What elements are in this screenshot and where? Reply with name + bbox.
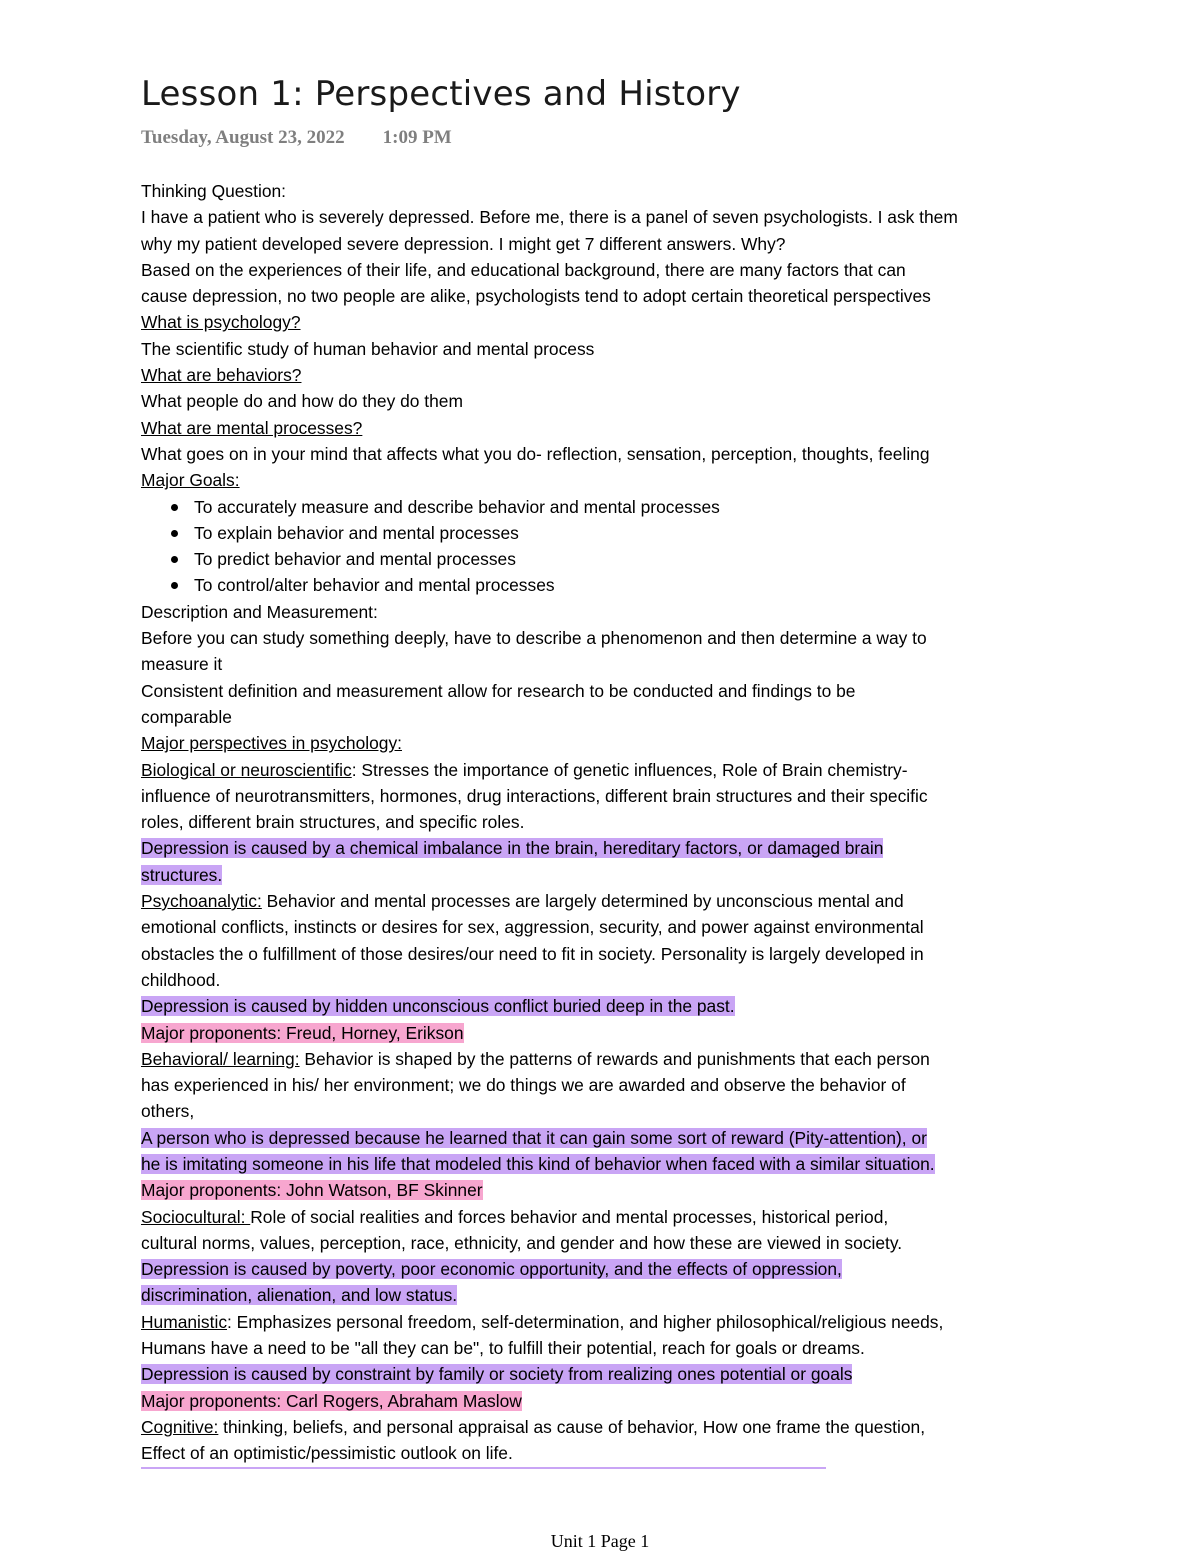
- behavioral-proponents: Major proponents: John Watson, BF Skinner: [141, 1180, 483, 1201]
- thinking-text-2: why my patient developed severe depression. I might get 7 different answers. Why?: [141, 233, 786, 254]
- note-body: [141, 178, 1071, 1467]
- biological-depression-1: Depression is caused by a chemical imbalance in the brain, hereditary factors, or damaged brain: [141, 838, 884, 859]
- psychoanalytic-text-2: emotional conflicts, instincts or desires for sex, aggression, security, and power against environmental: [141, 917, 924, 938]
- page-date: Tuesday, August 23, 2022: [141, 127, 345, 148]
- page-footer: Unit 1 Page 1: [550, 1531, 650, 1551]
- description-heading: Description and Measurement:: [141, 601, 378, 622]
- psychoanalytic-label: Psychoanalytic:: [141, 891, 262, 912]
- cognitive-text-2: Effect of an optimistic/pessimistic outlook on life.: [141, 1443, 513, 1464]
- list-item: To control/alter behavior and mental processes: [194, 572, 1071, 598]
- question-psychology: What is psychology?: [141, 312, 301, 333]
- thinking-heading: Thinking Question:: [141, 181, 287, 201]
- behavioral-text-2: has experienced in his/ her environment; we do things we are awarded and observe the behavior of: [141, 1075, 906, 1096]
- sociocultural-depression-1: Depression is caused by poverty, poor economic opportunity, and the effects of oppression,: [141, 1259, 842, 1280]
- psychoanalytic-proponents: Major proponents: Freud, Horney, Erikson: [141, 1022, 464, 1043]
- description-text-3: Consistent definition and measurement allow for research to be conducted and findings to be: [141, 680, 856, 701]
- answer-mental-processes: What goes on in your mind that affects what you do- reflection, sensation, perception, thoughts, feeling: [141, 443, 930, 464]
- page-title: Lesson 1: Perspectives and History: [141, 74, 741, 114]
- psychoanalytic-depression: Depression is caused by hidden unconscious conflict buried deep in the past.: [141, 996, 735, 1017]
- behavioral-depression-2: he is imitating someone in his life that modeled this kind of behavior when faced with a similar situation.: [141, 1153, 935, 1174]
- psychoanalytic-text-3: obstacles the o fulfillment of those desires/our need to fit in society. Personality is largely developed in: [141, 943, 924, 964]
- sociocultural-label: Sociocultural:: [141, 1206, 251, 1227]
- perspectives-heading: Major perspectives in psychology:: [141, 733, 402, 754]
- psychoanalytic-text-4: childhood.: [141, 969, 221, 990]
- humanistic-text-2: Humans have a need to be "all they can be", to fulfill their potential, reach for goals or dreams.: [141, 1338, 865, 1359]
- page-timestamp: [141, 127, 452, 149]
- goals-list: [141, 494, 1071, 599]
- behavioral-depression-1: A person who is depressed because he learned that it can gain some sort of reward (Pity-attention), or: [141, 1127, 927, 1148]
- humanistic-proponents: Major proponents: Carl Rogers, Abraham Maslow: [141, 1390, 522, 1411]
- description-text-1: Before you can study something deeply, have to describe a phenomenon and then determine a way to: [141, 628, 927, 649]
- list-item: To accurately measure and describe behavior and mental processes: [194, 494, 1071, 520]
- answer-behaviors: What people do and how do they do them: [141, 391, 463, 412]
- question-mental-processes: What are mental processes?: [141, 417, 363, 438]
- cognitive-label: Cognitive:: [141, 1416, 219, 1437]
- description-text-2: measure it: [141, 654, 223, 675]
- highlight-underline-rule: [141, 1467, 826, 1469]
- answer-text-1: Based on the experiences of their life, and educational background, there are many factors that can: [141, 259, 906, 280]
- description-text-4: comparable: [141, 706, 232, 727]
- biological-text-3: roles, different brain structures, and specific roles.: [141, 812, 525, 833]
- humanistic-label: Humanistic: [141, 1311, 228, 1332]
- goals-heading: Major Goals:: [141, 470, 240, 491]
- behavioral-text-1: Behavior is shaped by the patterns of rewards and punishments that each person: [299, 1048, 930, 1069]
- behavioral-text-3: others,: [141, 1101, 195, 1122]
- answer-psychology: The scientific study of human behavior and mental process: [141, 338, 595, 359]
- biological-depression-2: structures.: [141, 864, 223, 885]
- question-behaviors: What are behaviors?: [141, 365, 302, 386]
- humanistic-depression: Depression is caused by constraint by family or society from realizing ones potential or goals: [141, 1364, 853, 1385]
- sociocultural-text-1: Role of social realities and forces behavior and mental processes, historical period,: [250, 1206, 889, 1227]
- biological-text-1: : Stresses the importance of genetic influences, Role of Brain chemistry-: [351, 759, 908, 780]
- behavioral-label: Behavioral/ learning:: [141, 1048, 300, 1069]
- list-item: To explain behavior and mental processes: [194, 520, 1071, 546]
- list-item: To predict behavior and mental processes: [194, 546, 1071, 572]
- psychoanalytic-text-1: Behavior and mental processes are largely determined by unconscious mental and: [261, 891, 904, 912]
- biological-label: Biological or neuroscientific: [141, 759, 352, 780]
- page-time: 1:09 PM: [382, 127, 452, 148]
- answer-text-2: cause depression, no two people are alike, psychologists tend to adopt certain theoretical perspectives: [141, 286, 931, 307]
- biological-text-2: influence of neurotransmitters, hormones, drug interactions, different brain structures and their specific: [141, 785, 928, 806]
- sociocultural-depression-2: discrimination, alienation, and low status.: [141, 1285, 458, 1306]
- sociocultural-text-2: cultural norms, values, perception, race, ethnicity, and gender and how these are viewed in society.: [141, 1232, 903, 1253]
- humanistic-text-1: : Emphasizes personal freedom, self-determination, and higher philosophical/religious needs,: [227, 1311, 944, 1332]
- cognitive-text-1: thinking, beliefs, and personal appraisal as cause of behavior, How one frame the question,: [218, 1416, 926, 1437]
- thinking-text-1: I have a patient who is severely depressed. Before me, there is a panel of seven psychologists. I ask them: [141, 207, 958, 228]
